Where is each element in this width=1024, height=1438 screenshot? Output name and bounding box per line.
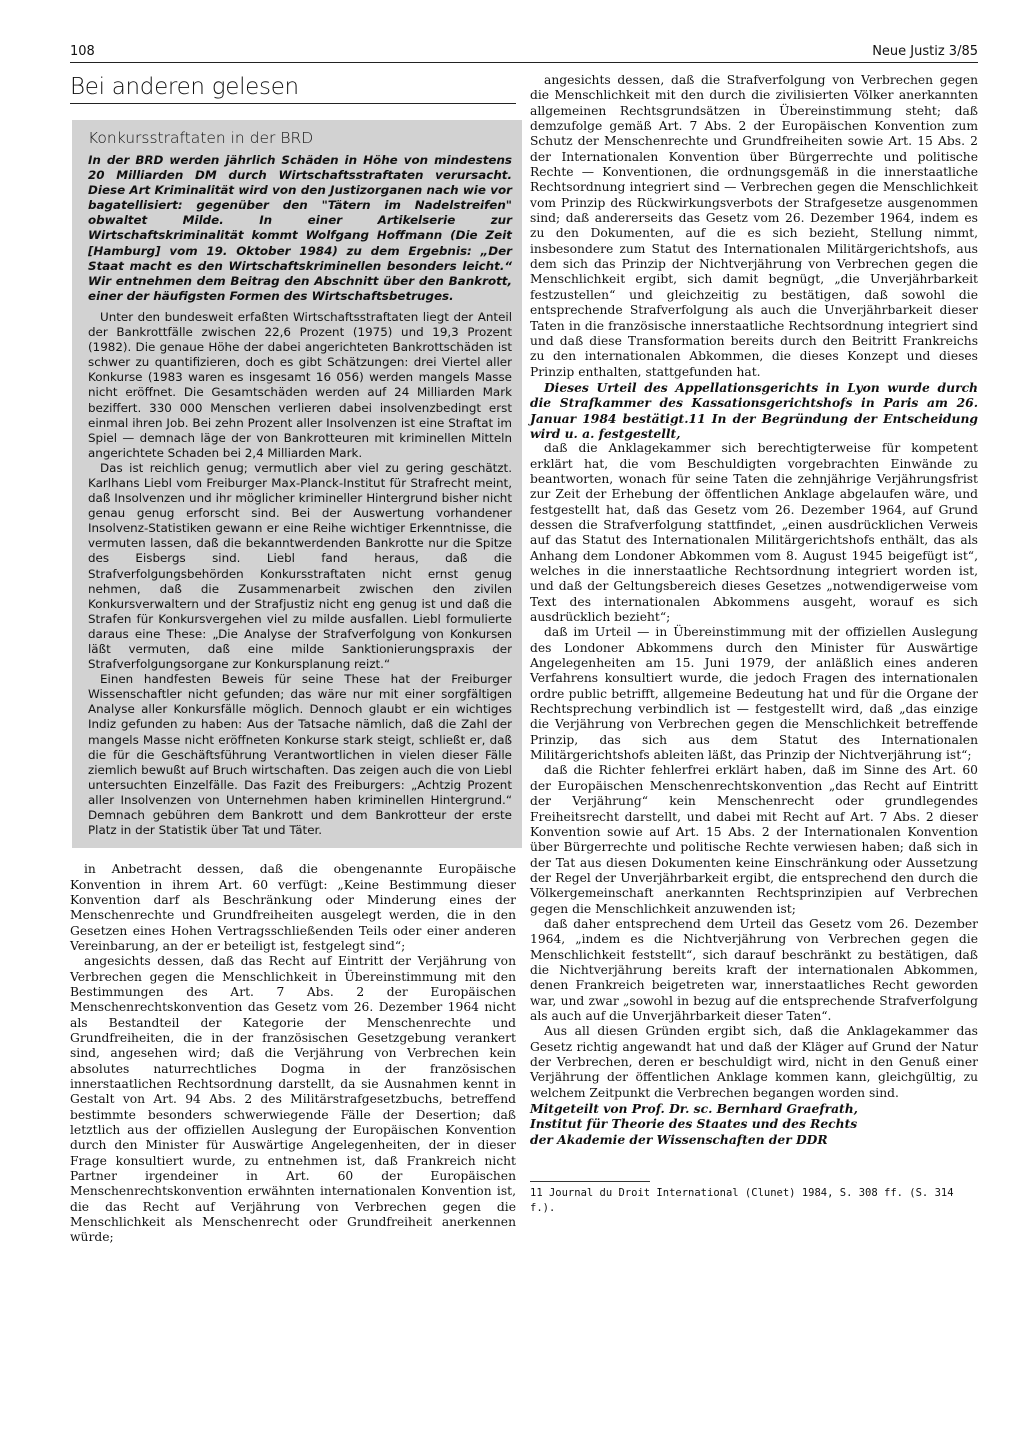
paragraph: in Anbetracht dessen, daß die obengenannte Europäische Konvention in ihrem Art. 60 verfügt: „Keine Bestimmung dieser Konvention darf als Beschränkung oder Minderung eines der Menschenrechte und Grundfreiheiten ausgelegt werden, die in den Gesetzen eines Hohen Vertragsschließenden Teils oder einer anderen Vereinbarung, an der er beteiligt ist, festgelegt sind“; <box>70 862 516 953</box>
left-column <box>70 73 516 1246</box>
signature-line: Mitgeteilt von Prof. Dr. sc. Bernhard Graefrath, <box>530 1101 858 1117</box>
box-title: Konkursstraftaten in der BRD <box>88 129 314 147</box>
paragraph-court-decision: Dieses Urteil des Appellationsgerichts in Lyon wurde durch die Strafkammer des Kassationsgerichtshofs in Paris am 26. Januar 1984 bestätigt.11 In der Begründung der Entscheidung wird u. a. festgestellt, <box>530 379 978 441</box>
signature <box>530 1101 978 1147</box>
right-column <box>530 73 978 1217</box>
box-paragraph: Das ist reichlich genug; vermutlich aber viel zu gering geschätzt. Karlhans Liebl vom Freiburger Max-Planck-Institut für Strafrecht meint, daß Insolvenzen und ihr möglicher krimineller Hintergrund bisher nicht genau genug erforscht sind. Bei der Auswertung vorhandener Insolvenz-Statistiken gewann er eine Reihe wichtiger Erkenntnisse, die vermuten lassen, daß die bekanntwerdenden Bankrotte nur die Spitze des Eisbergs sind. Liebl fand heraus, daß die Strafverfolgungsbehörden Konkursstraftaten nicht ernst genug nehmen, daß die Zusammenarbeit zwischen den zivilen Konkursverwaltern und der Strafjustiz nicht eng genug ist und daß die Strafen für Konkursvergehen viel zu milde ausfallen. Liebl formulierte daraus eine These: „Die Analyse der Strafverfolgung von Konkursen läßt vermuten, daß eine milde Sanktionierungspraxis der Strafverfolgungsorgane zur Konkursplanung reizt.“ <box>88 460 512 672</box>
paragraph: angesichts dessen, daß die Strafverfolgung von Verbrechen gegen die Menschlichkeit mit den durch die zivilisierten Völker anerkannten allgemeinen Rechtsgrundsätzen in Übereinstimmung steht; daß demzufolge gemäß Art. 7 Abs. 2 der Europäischen Konvention zum Schutz der Menschenrechte und Grundfreiheiten sowie Art. 15 Abs. 2 der Internationalen Konvention über Bürgerrechte und politische Rechte — Konventionen, die ordnungsgemäß in die innerstaatliche Rechtsordnung integriert sind — Verbrechen gegen die Menschlichkeit vom Prinzip des Rückwirkungsverbots der Strafgesetze ausgenommen sind; daß andererseits das Gesetz vom 26. Dezember 1964, indem es zu den Dokumenten, auf die es sich bezieht, Stellung nimmt, insbesondere zum Statut des Internationalen Militärgerichtshofs, aus dem sich das Prinzip der Nichtverjährung von Verbrechen gegen die Menschlichkeit ergibt, sich damit begnügt, „die Unverjährbarkeit festzustellen“ und gleichzeitig zu bestätigen, daß sowohl die entsprechende Strafverfolgung als auch die Unverjährbarkeit dieser Taten in die französische innerstaatliche Rechtsordnung integriert sind und daß diese Transformation bereits durch den Beitritt Frankreichs zu den internationalen Abkommen, die dieses Konzept und dieses Prinzip enthalten, stattgefunden hat. <box>530 73 978 379</box>
section-title: Bei anderen gelesen <box>70 73 516 104</box>
right-body <box>530 73 978 1217</box>
page-number: 108 <box>70 44 95 59</box>
paragraph: daß die Anklagekammer sich berechtigterweise für kompetent erklärt hat, die vom Beschuldigten vorgebrachten Einwände zu beantworten, wonach für seine Taten die zehnjährige Verjährungsfrist zur Zeit der Erhebung der öffentlichen Anklage abgelaufen wäre, und festgestellt hat, daß das Gesetz vom 26. Dezember 1964, auf Grund dessen die Strafverfolgung stattfindet, „einen ausdrücklichen Verweis auf das Statut des Internationalen Militärgerichtshofs enthält, das als Anhang dem Londoner Abkommen vom 8. August 1945 beigefügt ist“, welches in die innerstaatliche Rechtsordnung integriert worden ist, und daß der Geltungsbereich dieses Gesetzes „notwendigerweise vom Text des internationalen Abkommens ausgeht, worauf es sich ausdrücklich bezieht“; <box>530 441 978 625</box>
journal-name: Neue Justiz 3/85 <box>872 44 978 59</box>
box-lead: In der BRD werden jährlich Schäden in Höhe von mindestens 20 Milliarden DM durch Wirtschaftsstraftaten verursacht. Diese Art Kriminalität wird von den Justizorganen nach wie vor bagatellisiert: gegenüber den "Tätern im Nadelstreifen" obwaltet Milde. In einer Artikelserie zur Wirtschaftskriminalität kommt Wolfgang Hoffmann (Die Zeit [Hamburg] vom 19. Oktober 1984) zu dem Ergebnis: „Der Staat macht es den Wirtschaftskriminellen besonders leicht.“ Wir entnehmen dem Beitrag den Abschnitt über den Bankrott, einer der häufigsten Formen des Wirtschaftsbetruges. <box>88 153 512 303</box>
paragraph: daß im Urteil — in Übereinstimmung mit der offiziellen Auslegung des Londoner Abkommens durch den Minister für Auswärtige Angelegenheiten am 15. Juni 1979, der anläßlich eines anderen Verfahrens konsultiert wurde, die jedoch Fragen des internationalen ordre public betrifft, allgemeine Bedeutung hat und für die Organe der Rechtsprechung verbindlich ist — festgestellt wird, daß „das einzige die Verjährung von Verbrechen gegen die Menschlichkeit betreffende Prinzip, das sich aus dem Statut des Internationalen Militärgerichtshofs ableiten läßt, das Prinzip der Nichtverjährung ist“; <box>530 625 978 763</box>
footnote: 11 Journal du Droit International (Clunet) 1984, S. 308 ff. (S. 314 f.). <box>530 1187 954 1215</box>
paragraph: daß die Richter fehlerfrei erklärt haben, daß im Sinne des Art. 60 der Europäischen Menschenrechtskonvention „das Recht auf Eintritt der Verjährung“ kein Menschenrecht oder grundlegendes Freiheitsrecht darstellt, und dabei mit Recht auf Art. 7 Abs. 2 dieser Konvention sowie auf Art. 15 Abs. 2 der Internationalen Konvention über Bürgerrechte und politische Rechte verwiesen haben; daß sich in der Tat aus diesen Dokumenten keine Einschränkung oder Aussetzung der Regel der Unverjährbarkeit ergibt, die entsprechend den durch die Völkergemeinschaft anerkannten Rechtsprinzipien auf Verbrechen gegen die Menschlichkeit anzuwenden ist; <box>530 763 978 916</box>
paragraph: Aus all diesen Gründen ergibt sich, daß die Anklagekammer das Gesetz richtig angewandt hat und daß der Kläger auf Grund der Natur der Verbrechen, deren er beschuldigt wird, nicht in den Genuß einer Verjährung der öffentlichen Anklage kommen kann, gleichgültig, zu welchem Zeitpunkt die Verbrechen begangen worden sind. <box>530 1024 978 1100</box>
excerpt-box <box>72 120 522 848</box>
paragraph: angesichts dessen, daß das Recht auf Eintritt der Verjährung von Verbrechen gegen die Menschlichkeit in Übereinstimmung mit den Bestimmungen des Art. 7 Abs. 2 der Europäischen Menschenrechtskonvention das Gesetz vom 26. Dezember 1964 nicht als Bestandteil der Kategorie der Menschenrechte und Grundfreiheiten, die in der französischen Gesetzgebung verankert sind, angesehen wird; daß die Verjährung von Verbrechen kein absolutes naturrechtliches Dogma in der französischen innerstaatlichen Rechtsordnung darstellt, da sie Ausnahmen kennt in Gestalt von Art. 94 Abs. 2 des Militärstrafgesetzbuchs, betreffend bestimmte besonders schwerwiegende Fälle der Desertion; daß letztlich aus der offiziellen Auslegung der Europäischen Konvention durch den Minister für Auswärtige Angelegenheiten, der in dieser Frage konsultiert wurde, zu entnehmen ist, daß Frankreich nicht Partner irgendeiner in Art. 60 der Europäischen Menschenrechtskonvention erwähnten internationalen Konvention ist, die das Recht auf Verjährung von Verbrechen gegen die Menschlichkeit als Menschenrecht oder Grundfreiheit anerkennen würde; <box>70 954 516 1245</box>
signature-line: der Akademie der Wissenschaften der DDR <box>530 1131 828 1147</box>
footnote-divider <box>530 1181 650 1182</box>
box-paragraph: Einen handfesten Beweis für seine These hat der Freiburger Wissenschaftler nicht gefunden; das wäre nur mit einer sorgfältigen Analyse aller Konkursfälle möglich. Dennoch glaubt er ein wichtiges Indiz gefunden zu haben: Aus der Tatsache nämlich, daß die Zahl der mangels Masse nicht eröffneten Konkurse stark steigt, schließt er, daß die für die Geschäftsführung Verantwortlichen in vielen dieser Fälle ziemlich bewußt auf Bruch wirtschaften. Das zeigen auch die von Liebl untersuchten Einzelfälle. Das Fazit des Freiburgers: „Achtzig Prozent aller Insolvenzen von Unternehmen haben kriminellen Hintergrund.“ Demnach gebühren dem Bankrott und dem Bankrotteur der erste Platz in der Statistik über Tat und Täter. <box>88 672 512 838</box>
page-header <box>70 44 978 63</box>
box-paragraph: Unter den bundesweit erfaßten Wirtschaftsstraftaten liegt der Anteil der Bankrottfälle zwischen 22,6 Prozent (1975) und 19,3 Prozent (1982). Die genaue Höhe der dabei angerichteten Bankrottschäden ist schwer zu quantifizieren, doch es gibt Schätzungen: drei Viertel aller Konkurse (1983 waren es insgesamt 16 056) werden mangels Masse nicht eröffnet. Die Gesamtschäden werden auf 24 Milliarden Mark beziffert. 330 000 Menschen verlieren dabei insolvenzbedingt erst einmal ihren Job. Bei zehn Prozent aller Insolvenzen ist eine Straftat im Spiel — demnach läge der von Bankrotteuren mit kriminellen Mitteln angerichtete Schaden bei 2,4 Milliarden Mark. <box>88 309 512 460</box>
signature-line: Institut für Theorie des Staates und des Rechts <box>530 1116 858 1132</box>
paragraph: daß daher entsprechend dem Urteil das Gesetz vom 26. Dezember 1964, „indem es die Nichtverjährung von Verbrechen gegen die Menschlichkeit feststellt“, sich darauf beschränkt zu bestätigen, daß die Nichtverjährung bereits kraft der internationalen Abkommen, denen Frankreich beigetreten war, innerstaatliches Recht geworden war, und zwar „sowohl in bezug auf die entsprechende Strafverfolgung als auch auf die Unverjährbarkeit dieser Taten“. <box>530 916 978 1023</box>
left-body <box>70 862 516 1246</box>
